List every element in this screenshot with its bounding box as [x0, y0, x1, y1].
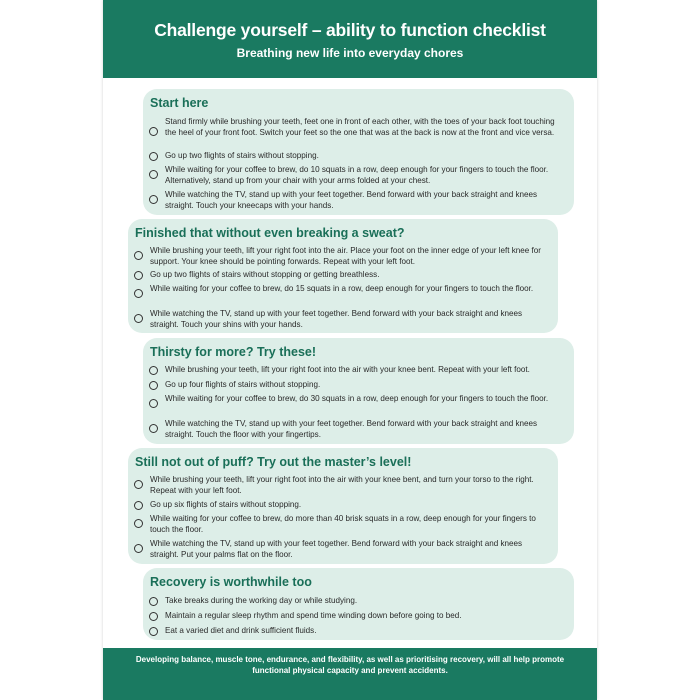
section-title: Finished that without even breaking a sweat?: [135, 226, 405, 240]
item-text: Eat a varied diet and drink sufficient fluids.: [165, 626, 317, 635]
section-title: Start here: [150, 96, 209, 110]
item-text: While watching the TV, stand up with your feet together. Bend forward with your back straight and knees straight. Touch your shins with your hands.: [150, 309, 523, 329]
item-text: While watching the TV, stand up with your feet together. Bend forward with your back straight and knees straight. Touch your kneecaps with your hands.: [165, 190, 538, 210]
checkbox-circle[interactable]: [149, 399, 158, 408]
item-text: While brushing your teeth, lift your right foot into the air with your knee bent, and turn your torso to the right. Repeat with your left foot.: [150, 475, 534, 495]
checkbox-circle[interactable]: [149, 381, 158, 390]
checkbox-circle[interactable]: [149, 152, 158, 161]
footer-text: Developing balance, muscle tone, endurance, and flexibility, as well as prioritising recovery, will all help promote functional physical capacity and prevent accidents.: [135, 655, 565, 675]
checkbox-circle[interactable]: [134, 251, 143, 260]
checklist-page: [103, 0, 597, 700]
section-start-here: [143, 89, 574, 215]
item-text: While waiting for your coffee to brew, do 30 squats in a row, deep enough for your fingers to touch the floor.: [165, 394, 549, 403]
item-text: Go up four flights of stairs without stopping.: [165, 380, 321, 389]
checkbox-circle[interactable]: [134, 271, 143, 280]
section-title: Thirsty for more? Try these!: [150, 345, 317, 359]
section-title: Recovery is worthwhile too: [150, 575, 312, 589]
section-recovery: [143, 568, 574, 640]
section-finished-without-sweat: [128, 219, 558, 333]
checkbox-circle[interactable]: [134, 519, 143, 528]
item-text: While waiting for your coffee to brew, do 10 squats in a row, deep enough for your fingers to touch the floor. Alternatively, stand up from your chair with your arms folded at your chest.: [165, 165, 549, 185]
section-masters-level: [128, 448, 558, 564]
item-text: While brushing your teeth, lift your right foot into the air. Place your foot on the inner edge of your left knee for support. Your knee should be pointing forwards. Repeat with your left foot.: [150, 246, 541, 266]
header-banner: [103, 0, 597, 78]
page-title: Challenge yourself – ability to function checklist: [154, 20, 546, 40]
checkbox-circle[interactable]: [134, 501, 143, 510]
checkbox-circle[interactable]: [149, 170, 158, 179]
item-text: Go up six flights of stairs without stopping.: [150, 500, 302, 509]
checkbox-circle[interactable]: [149, 597, 158, 606]
checkbox-circle[interactable]: [134, 544, 143, 553]
section-thirsty-for-more: [143, 338, 574, 444]
item-text: While brushing your teeth, lift your right foot into the air with your knee bent. Repeat with your left foot.: [165, 365, 530, 374]
checkbox-circle[interactable]: [149, 127, 158, 136]
section-title: Still not out of puff? Try out the master’s level!: [135, 455, 412, 469]
item-text: Maintain a regular sleep rhythm and spend time winding down before going to bed.: [165, 611, 462, 620]
item-text: While watching the TV, stand up with your feet together. Bend forward with your back straight and knees straight. Put your palms flat on the floor.: [150, 539, 523, 559]
item-text: Go up two flights of stairs without stopping.: [165, 151, 319, 160]
item-text: While waiting for your coffee to brew, do more than 40 brisk squats in a row, deep enough for your fingers to touch the floor.: [150, 514, 536, 534]
checkbox-circle[interactable]: [149, 195, 158, 204]
item-text: Go up two flights of stairs without stopping or getting breathless.: [150, 270, 380, 279]
checkbox-circle[interactable]: [134, 314, 143, 323]
checkbox-circle[interactable]: [149, 424, 158, 433]
item-text: While watching the TV, stand up with your feet together. Bend forward with your back straight and knees straight. Touch the floor with your fingertips.: [165, 419, 538, 439]
item-text: While waiting for your coffee to brew, do 15 squats in a row, deep enough for your fingers to touch the floor.: [150, 284, 534, 293]
checkbox-circle[interactable]: [149, 366, 158, 375]
footer-banner: [103, 648, 597, 700]
item-text: Stand firmly while brushing your teeth, feet one in front of each other, with the toes of your back foot touching the heel of your front foot. Switch your feet so the one that was at the back is now at the front and vice versa.: [165, 117, 555, 137]
checkbox-circle[interactable]: [134, 480, 143, 489]
checkbox-circle[interactable]: [149, 612, 158, 621]
item-text: Take breaks during the working day or while studying.: [165, 596, 358, 605]
checkbox-circle[interactable]: [149, 627, 158, 636]
checkbox-circle[interactable]: [134, 289, 143, 298]
page-subtitle: Breathing new life into everyday chores: [236, 46, 464, 60]
